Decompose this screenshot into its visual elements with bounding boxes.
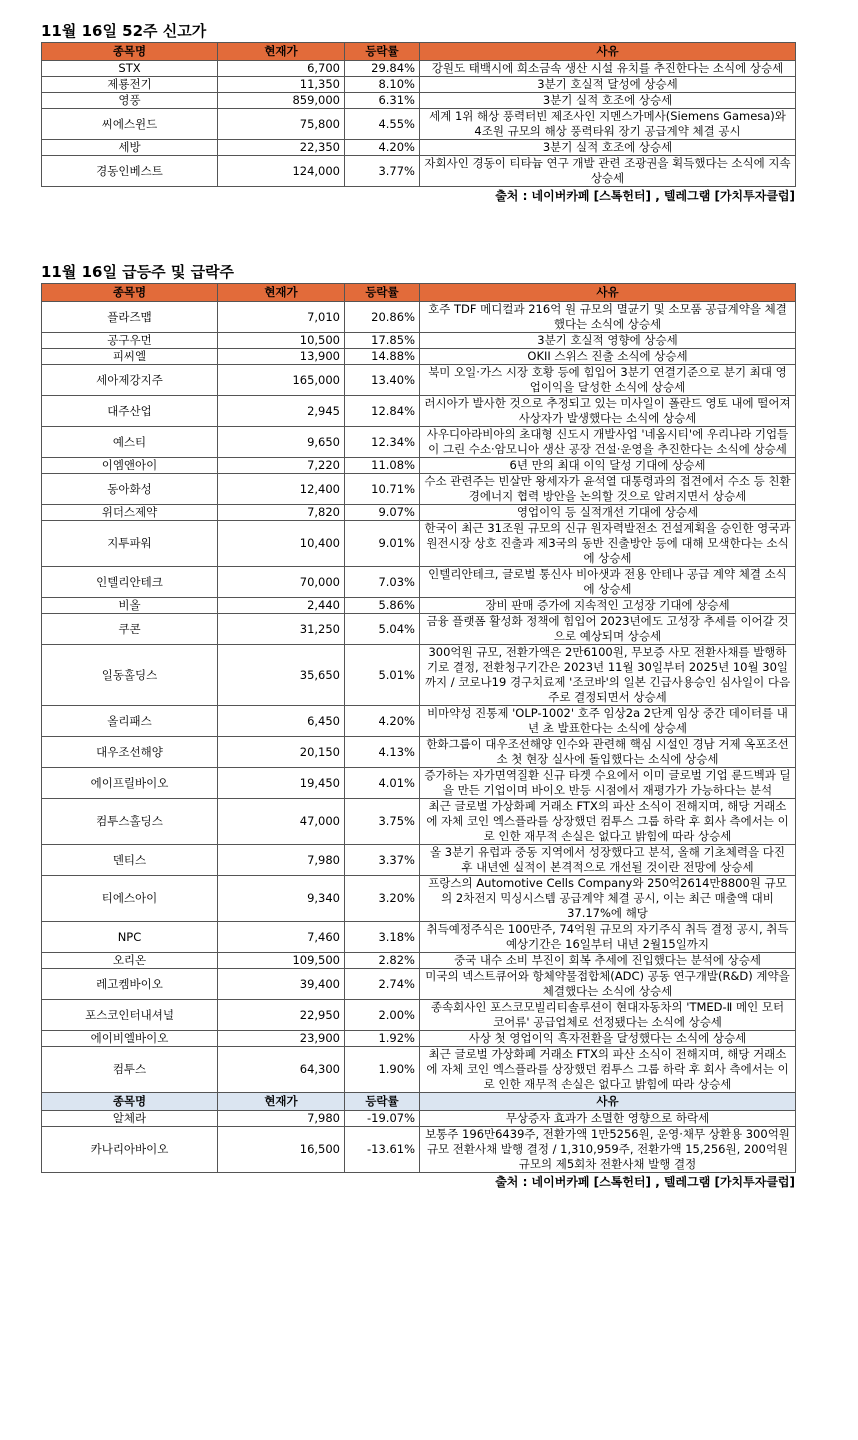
stock-name: 비올 — [42, 598, 218, 614]
stock-price: 22,950 — [218, 1000, 345, 1031]
header-name: 종목명 — [42, 284, 218, 302]
stock-change: 1.92% — [345, 1031, 420, 1047]
table-row — [42, 156, 796, 187]
stock-price: 7,460 — [218, 922, 345, 953]
header-reason: 사유 — [420, 1093, 796, 1111]
table-row — [42, 140, 796, 156]
stock-price: 12,400 — [218, 474, 345, 505]
stock-reason: 영업이익 등 실적개선 기대에 상승세 — [420, 505, 796, 521]
stock-name: 컴투스홀딩스 — [42, 799, 218, 845]
stock-reason: 한화그룹이 대우조선해양 인수와 관련해 핵심 시설인 경남 거제 옥포조선소 첫 현장 실사에 돌입했다는 소식에 상승세 — [420, 737, 796, 768]
source-note: 출처 : 네이버카페 [스톡헌터] , 텔레그램 [가치투자클럽] — [495, 189, 795, 203]
table-row — [42, 1111, 796, 1127]
stock-name: 일동홀딩스 — [42, 645, 218, 706]
stock-reason: 종속회사인 포스코모빌리티솔루션이 현대자동차의 'TMED-Ⅱ 메인 모터 코어류' 공급업체로 선정됐다는 소식에 상승세 — [420, 1000, 796, 1031]
stock-change: 4.20% — [345, 706, 420, 737]
high-table — [41, 42, 796, 187]
table-row — [42, 706, 796, 737]
stock-change: 6.31% — [345, 93, 420, 109]
stock-name: 세아제강지주 — [42, 365, 218, 396]
stock-reason: 금융 플랫폼 활성화 정책에 힘입어 2023년에도 고성장 추세를 이어갈 것으로 예상되며 상승세 — [420, 614, 796, 645]
stock-name: 동아화성 — [42, 474, 218, 505]
stock-reason: 증가하는 자가면역질환 신규 타겟 수요에서 이미 글로벌 기업 룬드벡과 딜을 만든 기업이며 바이오 반등 시점에서 재평가가 가능하다는 분석 — [420, 768, 796, 799]
stock-reason: 6년 만의 최대 이익 달성 기대에 상승세 — [420, 458, 796, 474]
header-reason: 사유 — [420, 43, 796, 61]
stock-reason: 북미 오일·가스 시장 호황 등에 힘입어 3분기 연결기준으로 분기 최대 영업이익을 달성한 소식에 상승세 — [420, 365, 796, 396]
section-title: 11월 16일 52주 신고가 — [41, 22, 207, 40]
stock-reason: 인텔리안테크, 글로벌 통신사 비아샛과 전용 안테나 공급 계약 체결 소식에 상승세 — [420, 567, 796, 598]
stock-name: 알체라 — [42, 1111, 218, 1127]
table-row — [42, 349, 796, 365]
stock-price: 6,450 — [218, 706, 345, 737]
stock-name: 씨에스윈드 — [42, 109, 218, 140]
table-row — [42, 598, 796, 614]
stock-change: 5.01% — [345, 645, 420, 706]
stock-name: 경동인베스트 — [42, 156, 218, 187]
stock-price: 35,650 — [218, 645, 345, 706]
stock-name: 세방 — [42, 140, 218, 156]
stock-price: 19,450 — [218, 768, 345, 799]
stock-price: 7,820 — [218, 505, 345, 521]
stock-change: 3.18% — [345, 922, 420, 953]
table-row — [42, 61, 796, 77]
stock-name: NPC — [42, 922, 218, 953]
stock-price: 2,945 — [218, 396, 345, 427]
stock-price: 31,250 — [218, 614, 345, 645]
stock-change: 8.10% — [345, 77, 420, 93]
stock-reason: 호주 TDF 메디컬과 216억 원 규모의 멸균기 및 소모품 공급계약을 체결했다는 소식에 상승세 — [420, 302, 796, 333]
stock-name: 인텔리안테크 — [42, 567, 218, 598]
stock-change: 13.40% — [345, 365, 420, 396]
stock-change: 3.37% — [345, 845, 420, 876]
stock-reason: 무상증자 효과가 소멸한 영향으로 하락세 — [420, 1111, 796, 1127]
table-header-row — [42, 284, 796, 302]
header-change: 등락률 — [345, 1093, 420, 1111]
stock-reason: 러시아가 발사한 것으로 추정되고 있는 미사일이 폴란드 영토 내에 떨어져 사상자가 발생했다는 소식에 상승세 — [420, 396, 796, 427]
stock-reason: 프랑스의 Automotive Cells Company와 250억2614만8800원 규모의 2차전지 믹싱시스템 공급계약 체결 공시, 이는 최근 매출액 대비 37.17%에 해당 — [420, 876, 796, 922]
stock-reason: 올 3분기 유럽과 중동 지역에서 성장했다고 분석, 올해 기초체력을 다진 후 내년엔 실적이 본격적으로 개선될 것이란 전망에 상승세 — [420, 845, 796, 876]
stock-reason: 중국 내수 소비 부진이 회복 추세에 진입했다는 분석에 상승세 — [420, 953, 796, 969]
table-row — [42, 396, 796, 427]
stock-reason: 3분기 호실적 달성에 상승세 — [420, 77, 796, 93]
stock-change: 4.01% — [345, 768, 420, 799]
table-row — [42, 922, 796, 953]
stock-reason: 장비 판매 증가에 지속적인 고성장 기대에 상승세 — [420, 598, 796, 614]
stock-change: 11.08% — [345, 458, 420, 474]
stock-change: 3.20% — [345, 876, 420, 922]
table-row — [42, 474, 796, 505]
stock-name: 위더스제약 — [42, 505, 218, 521]
stock-reason: 최근 글로벌 가상화폐 거래소 FTX의 파산 소식이 전해지며, 해당 거래소에 자체 코인 엑스플라를 상장했던 컴투스 그룹 하락 후 회사 측에서는 이로 인한 재무적 손실은 없다고 밝힘에 따라 상승세 — [420, 1047, 796, 1093]
stock-price: 6,700 — [218, 61, 345, 77]
stock-price: 64,300 — [218, 1047, 345, 1093]
stock-name: 공구우먼 — [42, 333, 218, 349]
table-row — [42, 614, 796, 645]
stock-change: 3.75% — [345, 799, 420, 845]
stock-price: 9,650 — [218, 427, 345, 458]
stock-change: 14.88% — [345, 349, 420, 365]
stock-name: 대주산업 — [42, 396, 218, 427]
table-row — [42, 109, 796, 140]
table-header-row — [42, 43, 796, 61]
table-row — [42, 969, 796, 1000]
header-price: 현재가 — [218, 43, 345, 61]
stock-price: 23,900 — [218, 1031, 345, 1047]
stock-reason: 3분기 실적 호조에 상승세 — [420, 140, 796, 156]
stock-price: 10,500 — [218, 333, 345, 349]
stock-name: 이엠앤아이 — [42, 458, 218, 474]
stock-price: 109,500 — [218, 953, 345, 969]
stock-price: 7,220 — [218, 458, 345, 474]
stock-change: 29.84% — [345, 61, 420, 77]
stock-reason: 사우디아라비아의 초대형 신도시 개발사업 '네옴시티'에 우리나라 기업들이 그린 수소·암모니아 생산 공장 건설·운영을 추진한다는 소식에 상승세 — [420, 427, 796, 458]
stock-change: 17.85% — [345, 333, 420, 349]
stock-reason: 세계 1위 해상 풍력터빈 제조사인 지멘스가메사(Siemens Gamesa)와 4조원 규모의 해상 풍력타워 장기 공급계약 체결 공시 — [420, 109, 796, 140]
table-row — [42, 77, 796, 93]
table-row — [42, 768, 796, 799]
stock-change: 1.90% — [345, 1047, 420, 1093]
table-row — [42, 1047, 796, 1093]
table-row — [42, 93, 796, 109]
stock-change: -19.07% — [345, 1111, 420, 1127]
stock-reason: 취득예정주식은 100만주, 74억원 규모의 자기주식 취득 결정 공시, 취득예상기간은 16일부터 내년 2월15일까지 — [420, 922, 796, 953]
stock-price: 7,010 — [218, 302, 345, 333]
movers-table — [41, 283, 796, 1173]
stock-name: 카나리아바이오 — [42, 1127, 218, 1173]
stock-price: 10,400 — [218, 521, 345, 567]
section-movers — [41, 261, 795, 1191]
table-row — [42, 876, 796, 922]
stock-change: 7.03% — [345, 567, 420, 598]
stock-name: 피씨엘 — [42, 349, 218, 365]
stock-name: 에이비엘바이오 — [42, 1031, 218, 1047]
stock-name: 레고켐바이오 — [42, 969, 218, 1000]
stock-name: 대우조선해양 — [42, 737, 218, 768]
section-title: 11월 16일 급등주 및 급락주 — [41, 263, 235, 281]
stock-reason: OKII 스위스 진출 소식에 상승세 — [420, 349, 796, 365]
stock-change: 4.20% — [345, 140, 420, 156]
stock-name: 플라즈맵 — [42, 302, 218, 333]
stock-reason: 한국이 최근 31조원 규모의 신규 원자력발전소 건설계획을 승인한 영국과 원전시장 상호 진출과 제3국의 동반 진출방안 등에 대해 모색한다는 소식에 상승세 — [420, 521, 796, 567]
stock-price: 13,900 — [218, 349, 345, 365]
stock-price: 16,500 — [218, 1127, 345, 1173]
table-row — [42, 1031, 796, 1047]
stock-price: 7,980 — [218, 845, 345, 876]
header-name: 종목명 — [42, 1093, 218, 1111]
stock-change: 4.55% — [345, 109, 420, 140]
stock-price: 124,000 — [218, 156, 345, 187]
stock-change: 20.86% — [345, 302, 420, 333]
stock-name: 쿠콘 — [42, 614, 218, 645]
stock-reason: 미국의 넥스트큐어와 항체약물접합체(ADC) 공동 연구개발(R&D) 계약을 체결했다는 소식에 상승세 — [420, 969, 796, 1000]
table-row — [42, 799, 796, 845]
stock-price: 20,150 — [218, 737, 345, 768]
stock-change: 3.77% — [345, 156, 420, 187]
stock-name: 덴티스 — [42, 845, 218, 876]
stock-change: 2.74% — [345, 969, 420, 1000]
stock-price: 11,350 — [218, 77, 345, 93]
stock-reason: 비마약성 진통제 'OLP-1002' 호주 임상2a 2단계 임상 중간 데이터를 내년 초 발표한다는 소식에 상승세 — [420, 706, 796, 737]
stock-price: 22,350 — [218, 140, 345, 156]
stock-reason: 3분기 실적 호조에 상승세 — [420, 93, 796, 109]
table-row — [42, 953, 796, 969]
stock-price: 2,440 — [218, 598, 345, 614]
stock-price: 39,400 — [218, 969, 345, 1000]
header-price: 현재가 — [218, 1093, 345, 1111]
stock-name: 티에스아이 — [42, 876, 218, 922]
header-price: 현재가 — [218, 284, 345, 302]
stock-change: 2.00% — [345, 1000, 420, 1031]
stock-price: 859,000 — [218, 93, 345, 109]
stock-name: 포스코인터내셔널 — [42, 1000, 218, 1031]
stock-reason: 강원도 태백시에 희소금속 생산 시설 유치를 추진한다는 소식에 상승세 — [420, 61, 796, 77]
stock-name: 오리온 — [42, 953, 218, 969]
table-row — [42, 365, 796, 396]
stock-price: 70,000 — [218, 567, 345, 598]
table-row — [42, 505, 796, 521]
stock-name: 영풍 — [42, 93, 218, 109]
table-row — [42, 845, 796, 876]
stock-name: 예스티 — [42, 427, 218, 458]
stock-change: 10.71% — [345, 474, 420, 505]
header-change: 등락률 — [345, 284, 420, 302]
stock-reason: 최근 글로벌 가상화폐 거래소 FTX의 파산 소식이 전해지며, 해당 거래소에 자체 코인 엑스플라를 상장했던 컴투스 그룹 하락 후 회사 측에서는 이로 인한 재무적 손실은 없다고 밝힘에 따라 상승세 — [420, 799, 796, 845]
stock-name: 컴투스 — [42, 1047, 218, 1093]
table-row — [42, 302, 796, 333]
stock-reason: 자회사인 경동이 티타늄 연구 개발 관련 조광권을 획득했다는 소식에 지속 상승세 — [420, 156, 796, 187]
stock-price: 165,000 — [218, 365, 345, 396]
table-row — [42, 645, 796, 706]
stock-change: 9.01% — [345, 521, 420, 567]
table-row — [42, 333, 796, 349]
table-row — [42, 427, 796, 458]
stock-change: 2.82% — [345, 953, 420, 969]
header-change: 등락률 — [345, 43, 420, 61]
stock-change: 5.04% — [345, 614, 420, 645]
stock-name: 올리패스 — [42, 706, 218, 737]
stock-change: 12.84% — [345, 396, 420, 427]
stock-change: 4.13% — [345, 737, 420, 768]
stock-reason: 300억원 규모, 전환가액은 2만6100원, 무보증 사모 전환사채를 발행하기로 결정, 전환청구기간은 2023년 11월 30일부터 2025년 10월 30일까지 / 코로나19 경구치료제 '조코바'의 일본 긴급사용승인 심사일이 다음주로 결정되면서 상승세 — [420, 645, 796, 706]
stock-change: 12.34% — [345, 427, 420, 458]
table-row — [42, 567, 796, 598]
stock-name: 에이프릴바이오 — [42, 768, 218, 799]
stock-change: 9.07% — [345, 505, 420, 521]
table-row — [42, 521, 796, 567]
stock-name: STX — [42, 61, 218, 77]
stock-change: 5.86% — [345, 598, 420, 614]
stock-price: 75,800 — [218, 109, 345, 140]
stock-reason: 보통주 196만6439주, 전환가액 1만5256원, 운영·채무 상환용 300억원 규모 전환사채 발행 결정 / 1,310,959주, 전환가액 15,256원, 200억원 규모의 제5회차 전환사채 발행 결정 — [420, 1127, 796, 1173]
section-52week-high — [41, 20, 795, 205]
stock-price: 9,340 — [218, 876, 345, 922]
header-name: 종목명 — [42, 43, 218, 61]
stock-price: 47,000 — [218, 799, 345, 845]
header-reason: 사유 — [420, 284, 796, 302]
stock-reason: 수소 관련주는 빈살만 왕세자가 윤석열 대통령과의 접견에서 수소 등 친환경에너지 협력 방안을 논의할 것으로 알려지면서 상승세 — [420, 474, 796, 505]
stock-name: 제룡전기 — [42, 77, 218, 93]
stock-name: 지투파워 — [42, 521, 218, 567]
table-row — [42, 1127, 796, 1173]
table-row — [42, 1000, 796, 1031]
stock-change: -13.61% — [345, 1127, 420, 1173]
loss-header-row — [42, 1093, 796, 1111]
stock-price: 7,980 — [218, 1111, 345, 1127]
table-row — [42, 737, 796, 768]
stock-reason: 3분기 호실적 영향에 상승세 — [420, 333, 796, 349]
table-row — [42, 458, 796, 474]
source-note: 출처 : 네이버카페 [스톡헌터] , 텔레그램 [가치투자클럽] — [495, 1175, 795, 1189]
stock-reason: 사상 첫 영업이익 흑자전환을 달성했다는 소식에 상승세 — [420, 1031, 796, 1047]
